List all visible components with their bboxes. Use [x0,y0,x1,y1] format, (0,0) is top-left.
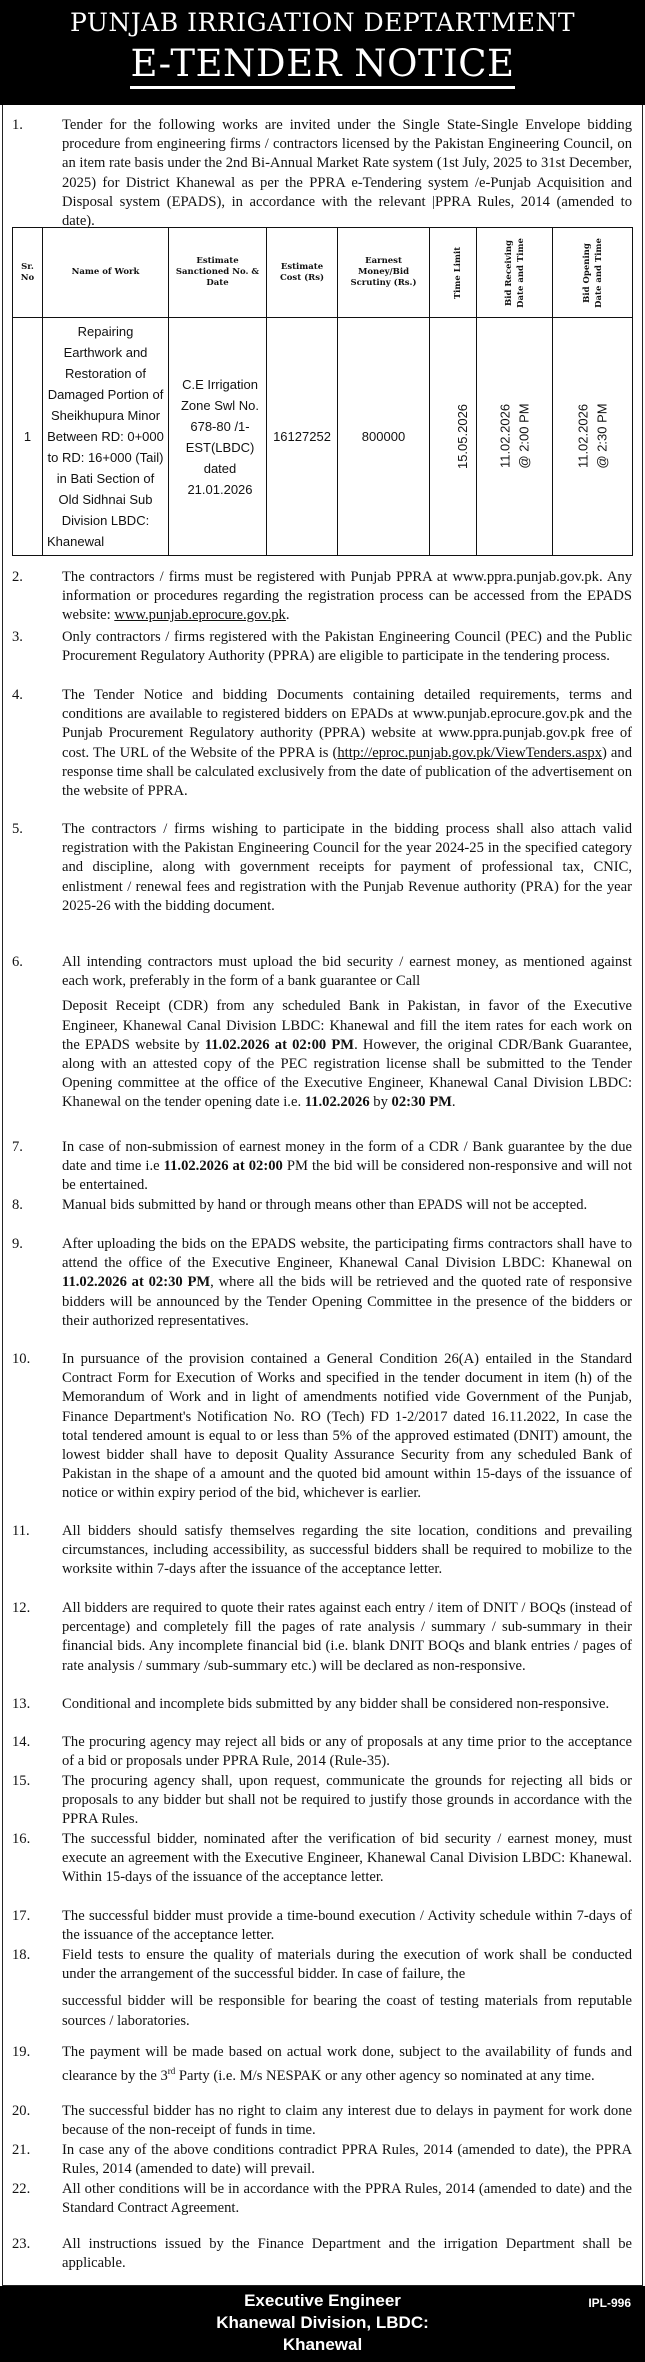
clause-14: 14. The procuring agency may reject all bids or any of proposals at any time prior to the acceptance of a bid or proposals under PPRA Rule, 2014 (Rule-35). [12,1734,632,1770]
clause-18: 18. Field tests to ensure the quality of materials during the execution of work shall be conducted under the arrangement of the successful bidder. In case of failure, the successful bidder will be responsible for bearing the coast of testing materials from reputable sources / laboratories. [12,1947,632,2029]
clause-7: 7. In case of non-submission of earnest money in the form of a CDR / Bank guarantee by the due date and time i.e 11.02.2026 at 02:00 PM the bid will be considered non-responsive and will not be entertained. [12,1139,632,1194]
cell-name-of-work: Repairing Earthwork and Restoration of Damaged Portion of Sheikhupura Minor Between RD: 0+000 to RD: 16+000 (Tail) in Bati Section of Old Sidhnai Sub Division LBDC: Khanewal [43,318,169,556]
cell-estimate-cost: 16127252 [267,318,338,556]
notice-header [0,0,645,105]
clause-number: 1. [12,117,23,133]
header-earnest-money: Earnest Money/Bid Scrutiny (Rs.) [338,228,430,318]
clause-5: 5. The contractors / firms wishing to participate in the bidding process shall also attach valid registration with the Pakistan Engineering Council for the year 2024-25 in the specified category and discipline, along with government receipts for payment of professional tax, CNIC, enlistment / renewal fees and registration with the Punjab Revenue authority (PRA) for the year 2025-26 with the bidding document. [12,821,632,914]
clause-21: 21. In case any of the above conditions contradict PPRA Rules, 2014 (amended to date), the PPRA Rules, 2014 (amended to date) will prevail. [12,2142,632,2178]
clause-15: 15. The procuring agency shall, upon request, communicate the grounds for rejecting all bids or proposals to any bidder but shall not be required to justify those grounds in accordance with the PPRA Rules. [12,1773,632,1828]
cell-earnest-money: 800000 [338,318,430,556]
eprocure-link[interactable]: www.punjab.eprocure.gov.pk [114,607,286,624]
signature-footer [0,2286,645,2362]
notice-title: E-TENDER NOTICE [130,42,514,89]
works-table [12,227,633,556]
signatory-division: Khanewal Division, LBDC: [216,2313,429,2332]
ppra-tenders-link[interactable]: http://eproc.punjab.gov.pk/ViewTenders.aspx [337,744,603,761]
clause-20: 20. The successful bidder has no right to claim any interest due to delays in payment for work done because of the non-receipt of funds in time. [12,2103,632,2139]
clause-4: 4. The Tender Notice and bidding Documents containing detailed requirements, terms and conditions are available to registered bidders on EPADs at www.punjab.eprocure.gov.pk and the Punjab Procurement Regulatory authority (PPRA) website at www.ppra.punjab.gov.pk free of cost. The URL of the Website of the PPRA is (http://eproc.punjab.gov.pk/ViewTenders.aspx) and response time shall be calculated exclusively from the date of publication of the advertisement on the website of PPRA. [12,687,632,800]
clause-3: 3. Only contractors / firms registered with the Pakistan Engineering Council (PEC) and the Public Procurement Regulatory Authority (PPRA) are eligible to participate in the tendering process. [12,629,632,665]
clause-12: 12. All bidders are required to quote their rates against each entry / item of DNIT / BOQs (instead of percentage) and completely fill the pages of rate analysis / summary / sub-summary in their financial bids. Any incomplete financial bid (i.e. blank DNIT BOQs and blank entries / pages of rate analysis / summary /sub-summary etc.) will be declared as non-responsive. [12,1600,632,1674]
signatory-location: Khanewal [282,2335,363,2354]
cell-time-limit: 15.05.2026 [430,318,477,556]
clause-1 [12,116,632,231]
clause-17: 17. The successful bidder must provide a time-bound execution / Activity schedule within 7-days of the issuance of the acceptance letter. [12,1908,632,1944]
cell-estimate-sanctioned: C.E Irrigation Zone Swl No. 678-80 /1- EST(LBDC) dated 21.01.2026 [169,318,267,556]
table-row [13,318,633,556]
clause-text: Tender for the following works are invited under the Single State-Single Envelope bidding procedure from engineering firms / contractors licensed by the Pakistan Engineering Council, on an item rate basis under the 2nd Bi-Annual Market Rate system (1st July, 2025 to 31st December, 2025) for District Khanewal as per the PPRA e-Tendering system /e-Punjab Acquisition and Disposal system (EPADS), in accordance with the relevant |PPRA Rules, 2014 (amended to date). [62,117,632,230]
signatory-title: Executive Engineer [244,2291,401,2310]
header-name-of-work: Name of Work [43,228,169,318]
cell-sr-no: 1 [13,318,43,556]
clause-16: 16. The successful bidder, nominated after the verification of bid security / earnest money, must execute an agreement with the Executive Engineer, Khanewal Canal Division LBDC: Khanewal. Within 15-days of the issuance of the acceptance letter. [12,1831,632,1886]
header-bid-receiving: Bid Receiving Date and Time [477,228,553,318]
clause-9: 9. After uploading the bids on the EPADS website, the participating firms contractors shall have to attend the office of the Executive Engineer, Khanewal Canal Division LBDC: Khanewal on 11.02.2026 at 02:30 PM, where all the bids will be retrieved and the quoted rate of responsive bidders will be announced by the Tender Opening Committee in the presence of the bidders or their authorized representatives. [12,1236,632,1329]
table-header-row [13,228,633,318]
clause-8: 8. Manual bids submitted by hand or through means other than EPADS will not be accepted. [12,1197,588,1213]
clause-19: 19. The payment will be made based on actual work done, subject to the availability of funds and clearance by the 3rd Party (i.e. M/s NESPAK or any other agency so nominated at any time. [12,2044,632,2085]
header-time-limit: Time Limit [430,228,477,318]
clause-6: 6. All intending contractors must upload the bid security / earnest money, as mentioned against each work, preferably in the form of a bank guarantee or Call Deposit Receipt (CDR) from any scheduled Bank in Pakistan, in favor of the Executive Engineer, Khanewal Canal Division LBDC: Khanewal and fill the item rates for each work on the EPADS website by 11.02.2026 at 02:00 PM. However, the original CDR/Bank Guarantee, along with an attested copy of the PEC registration license shall be submitted to the Tender Opening committee at the office of the Executive Engineer, Khanewal Canal Division LBDC: Khanewal on the tender opening date i.e. 11.02.2026 by 02:30 PM. [12,954,632,1111]
clause-22: 22. All other conditions will be in accordance with the PPRA Rules, 2014 (amended to date) and the Standard Contract Agreement. [12,2181,632,2217]
clause-2: 2. The contractors / firms must be registered with Punjab PPRA at www.ppra.punjab.gov.pk. Any information or procedures regarding the registration process can be accessed from the EPADS website: www.punjab.eprocure.gov.pk. [12,569,632,624]
header-bid-opening: Bid Opening Date and Time [553,228,633,318]
department-title: PUNJAB IRRIGATION DEPTARTMENT [69,8,576,37]
cell-bid-receiving: 11.02.2026 @ 2:00 PM [477,318,553,556]
header-estimate-sanctioned: Estimate Sanctioned No. & Date [169,228,267,318]
cell-bid-opening: 11.02.2026 @ 2:30 PM [553,318,633,556]
clause-10: 10. In pursuance of the provision contained a General Condition 26(A) entailed in the Standard Contract Form for Execution of Works and specified in the tender document in item (h) of the Memorandum of Work and in light of amendments notified vide Government of the Punjab, Finance Department's Notification No. RO (Tech) FD 1-2/2017 dated 16.11.2022, In case the total tendered amount is equal to or less than 5% of the approved estimated (DNIT) amount, the lowest bidder shall have to deposit Quality Assurance Security from any scheduled Bank of Pakistan in the shape of a amount and the quoted bid amount within 15-days of the issuance of notice or within expiry period of the bid, whichever is earlier. [12,1351,632,1502]
clause-23: 23. All instructions issued by the Finance Department and the irrigation Department shall be applicable. [12,2236,632,2272]
header-sr-no: Sr. No [13,228,43,318]
clause-13: 13. Conditional and incomplete bids submitted by any bidder shall be considered non-responsive. [12,1696,610,1712]
clause-11: 11. All bidders should satisfy themselves regarding the site location, conditions and prevailing circumstances, including accessibility, as successful bidders shall be required to mobilize to the worksite within 7-days after the issuance of the acceptance letter. [12,1523,632,1578]
header-estimate-cost: Estimate Cost (Rs) [267,228,338,318]
reference-code: IPL-996 [588,2296,631,2310]
